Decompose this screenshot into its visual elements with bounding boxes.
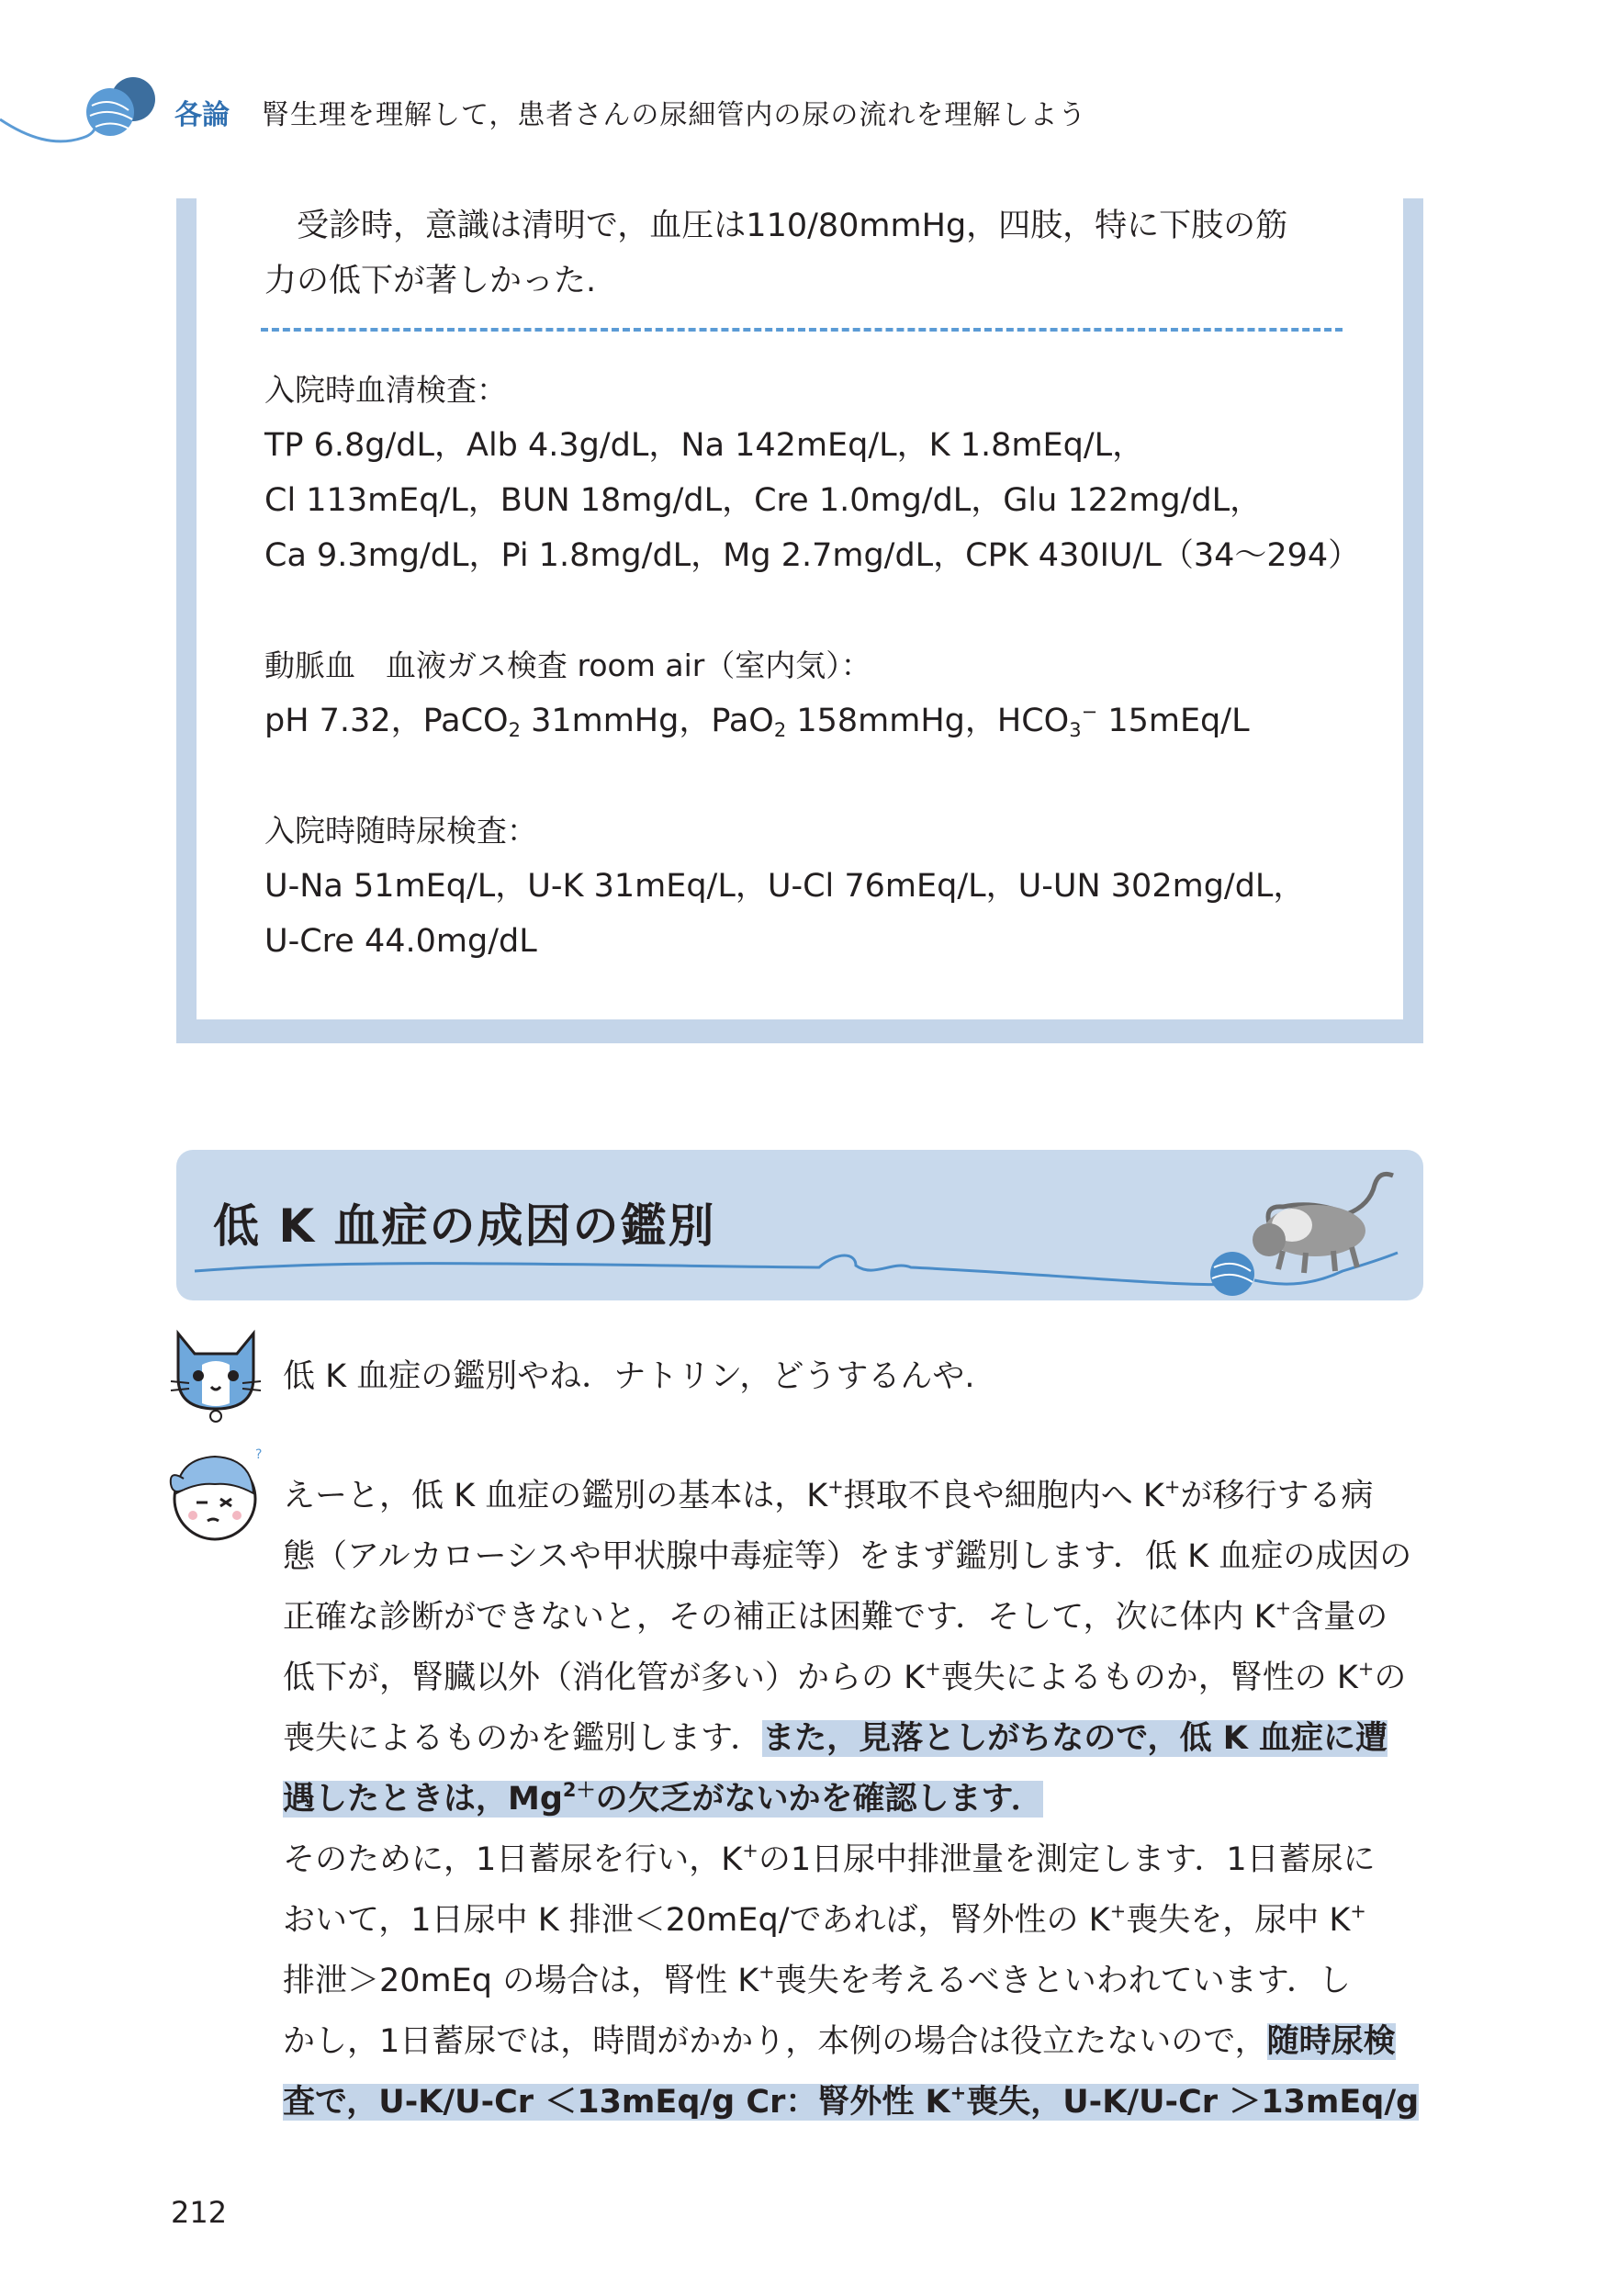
urine-title: 入院時随時尿検査： [264,813,537,849]
girl-dialogue-line-8: おいて，1日尿中 K 排泄＜20mEq/であれば，腎外性の K+喪失を，尿中 K+ [283,1900,1366,1939]
serum-line-1: TP 6.8g/dL，Alb 4.3g/dL，Na 142mEq/L，K 1.8mEq/L， [264,427,1145,464]
case-paragraph-line-2: 力の低下が著しかった. [264,263,597,299]
girl-dialogue-line-10: かし，1日蓄尿では，時間がかかり，本例の場合は役立たないので，随時尿検 [283,2023,1396,2060]
case-paragraph-line-1: 受診時，意識は清明で，血圧は110/80mmHg，四肢，特に下肢の筋 [264,208,1288,244]
serum-title: 入院時血清検査： [264,372,507,408]
serum-line-2: Cl 113mEq/L，BUN 18mg/dL，Cre 1.0mg/dL，Glu 122mg/dL， [264,482,1263,519]
girl-dialogue-line-3: 正確な診断ができないと，その補正は困難です．そして，次に体内 K+含量の [283,1597,1388,1636]
girl-dialogue-line-5: 喪失によるものかを鑑別します．また，見落としがちなので，低 K 血症に遭 [283,1720,1388,1757]
page-number: 212 [171,2195,228,2230]
highlight-mg-note: また，見落としがちなので，低 K 血症に遭 [762,1720,1388,1757]
cat-dialogue: 低 K 血症の鑑別やね．ナトリン，どうするんや. [283,1358,975,1395]
girl-dialogue-line-1: えーと，低 K 血症の鑑別の基本は，K+摂取不良や細胞内へ K+が移行する病 [283,1476,1374,1514]
blood-gas-title: 動脈血 血液ガス検査 room air（室内気）： [264,647,871,683]
highlight-spot-urine: 随時尿検 [1266,2023,1396,2060]
header-section-label: 各論 [174,99,230,131]
urine-line-1: U-Na 51mEq/L，U-K 31mEq/L，U-Cl 76mEq/L，U-UN 302mg/dL， [264,868,1306,905]
cat-avatar [165,1321,266,1424]
section-title: 低 K 血症の成因の鑑別 [213,1199,716,1253]
girl-dialogue-line-7: そのために，1日蓄尿を行い，K+の1日尿中排泄量を測定します．1日蓄尿に [283,1840,1376,1878]
yarn-ball-icon [0,55,174,156]
girl-dialogue-line-11: 査で，U-K/U-Cr ＜13mEq/g Cr：腎外性 K+喪失，U-K/U-Cr ＞13mEq/g [283,2082,1420,2121]
serum-line-3: Ca 9.3mg/dL，Pi 1.8mg/dL，Mg 2.7mg/dL，CPK 430IU/L（34～294） [264,537,1361,574]
dashed-divider [261,328,1343,332]
girl-dialogue-line-4: 低下が，腎臓以外（消化管が多い）からの K+喪失によるものか，腎性の K+の [283,1658,1407,1696]
header-title: 腎生理を理解して，患者さんの尿細管内の尿の流れを理解しよう [262,99,1087,131]
girl-avatar [160,1442,270,1552]
svg-text:?: ? [255,1447,263,1462]
urine-line-2: U-Cre 44.0mg/dL [264,923,537,960]
blood-gas-line: pH 7.32，PaCO$_2$ 31mmHg，PaO$_2$ 158mmHg，$HCO_3^-$ 15mEq/L [264,701,1250,741]
girl-dialogue-line-2: 態（アルカローシスや甲状腺中毒症等）をまず鑑別します．低 K 血症の成因の [283,1538,1412,1575]
girl-dialogue-line-9: 排泄＞20mEq の場合は，腎性 K+喪失を考えるべきといわれています．し [283,1961,1351,1999]
girl-dialogue-line-6: 遇したときは，$Mg^{2+}$の欠乏がないかを確認します． [283,1779,1043,1818]
running-header [0,0,1618,184]
